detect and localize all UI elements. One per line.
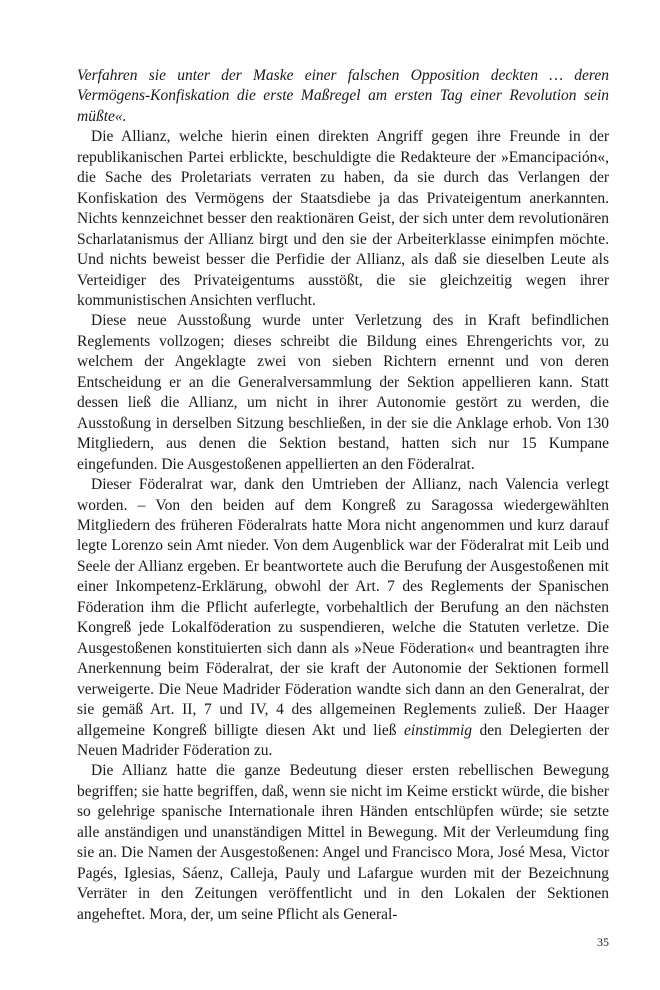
paragraph-4 xyxy=(77,475,609,761)
page-number: 35 xyxy=(597,935,609,949)
paragraph-5: Die Allianz hatte die ganze Bedeutung dieser ersten rebellischen Bewegung begriffen; sie hatte begriffen, daß, wenn sie nicht im Keime erstickt würde, die bisher so gelehrige spanische Internationale ihren Händen entschlüpfen würde; sie setzte alle anständigen und unanständigen Mittel in Bewegung. Mit der Verleumdung fing sie an. Die Namen der Ausgestoßenen: Angel und Francisco Mora, José Mesa, Victor Pagés, Iglesias, Sáenz, Calleja, Pauly und Lafargue wurden mit der Bezeichnung Verräter in den Zeitungen veröffentlicht und in den Lokalen der Sektionen angeheftet. Mora, der, um seine Pflicht als General- xyxy=(77,762,609,923)
paragraph-4-text-after: den Delegierten der Neuen Madrider Föderation zu. xyxy=(77,721,609,759)
paragraph-1: Verfahren sie unter der Maske einer falschen Opposition deckten … deren Vermögens-Konfiskation die erste Maßregel am ersten Tag einer Revolution sein müßte«. xyxy=(77,67,609,125)
paragraph-2: Die Allianz, welche hierin einen direkten Angriff gegen ihre Freunde in der republikanischen Partei erblickte, beschuldigte die Redakteure der »Emancipación«, die Sache des Proletariats verraten zu haben, da sie durch das Verlangen der Konfiskation des Vermögens der Staatsdiebe ja das Privateigentum anerkannten. Nichts kennzeichnet besser den reaktionären Geist, der sich unter dem revolutionären Scharlatanismus der Allianz birgt und den sie der Arbeiterklasse einimpfen möchte. Und nichts beweist besser die Perfidie der Allianz, als daß sie dieselben Leute als Verteidiger des Privateigentums ausstößt, die sie gleichzeitig wegen ihrer kommunistischen Ansichten verflucht. xyxy=(77,128,609,309)
paragraph-4-text: Dieser Föderalrat war, dank den Umtrieben der Allianz, nach Valencia verlegt worden. – Von den beiden auf dem Kongreß zu Saragossa wiedergewählten Mitgliedern des früheren Föderalrats hatte Mora nicht angenommen und kurz darauf legte Lorenzo sein Amt nieder. Von dem Augenblick war der Föderalrat mit Leib und Seele der Allianz ergeben. Er beantwortete auch die Berufung der Ausgestoßenen mit einer Inkompetenz-Erklärung, obwohl der Art. 7 des Reglements der Spanischen Föderation ihm die Pflicht auferlegte, vorbehaltlich der Berufung an den nächsten Kongreß jede Lokalföderation zu suspendieren, welche die Statuten verletze. Die Ausgestoßenen konstituierten sich dann als »Neue Föderation« und beantragten ihre Anerkennung beim Föderalrat, der sie kraft der Autonomie der Sektionen formell verweigerte. Die Neue Madrider Föderation wandte sich dann an den Generalrat, der sie gemäß Art. II, 7 und IV, 4 des allgemeinen Reglements zuließ. Der Haager allgemeine Kongreß billigte diesen Akt und ließ xyxy=(77,476,609,739)
page-body xyxy=(77,66,609,925)
paragraph-4-emphasis: einstimmig xyxy=(404,721,473,739)
paragraph-3: Diese neue Ausstoßung wurde unter Verletzung des in Kraft befindlichen Reglements vollzogen; dieses schreibt die Bildung eines Ehrengerichts vor, zu welchem der Angeklagte zwei von sieben Richtern ernennt und von deren Entscheidung er an die Generalversammlung der Sektion appellieren kann. Statt dessen ließ die Allianz, um nicht in ihrer Autonomie gestört zu werden, die Ausstoßung in derselben Sitzung beschließen, in der sie die Anklage erhob. Von 130 Mitgliedern, aus denen die Sektion bestand, hatten sich nur 15 Kumpane eingefunden. Die Ausgestoßenen appellierten an den Föderalrat. xyxy=(77,312,609,473)
